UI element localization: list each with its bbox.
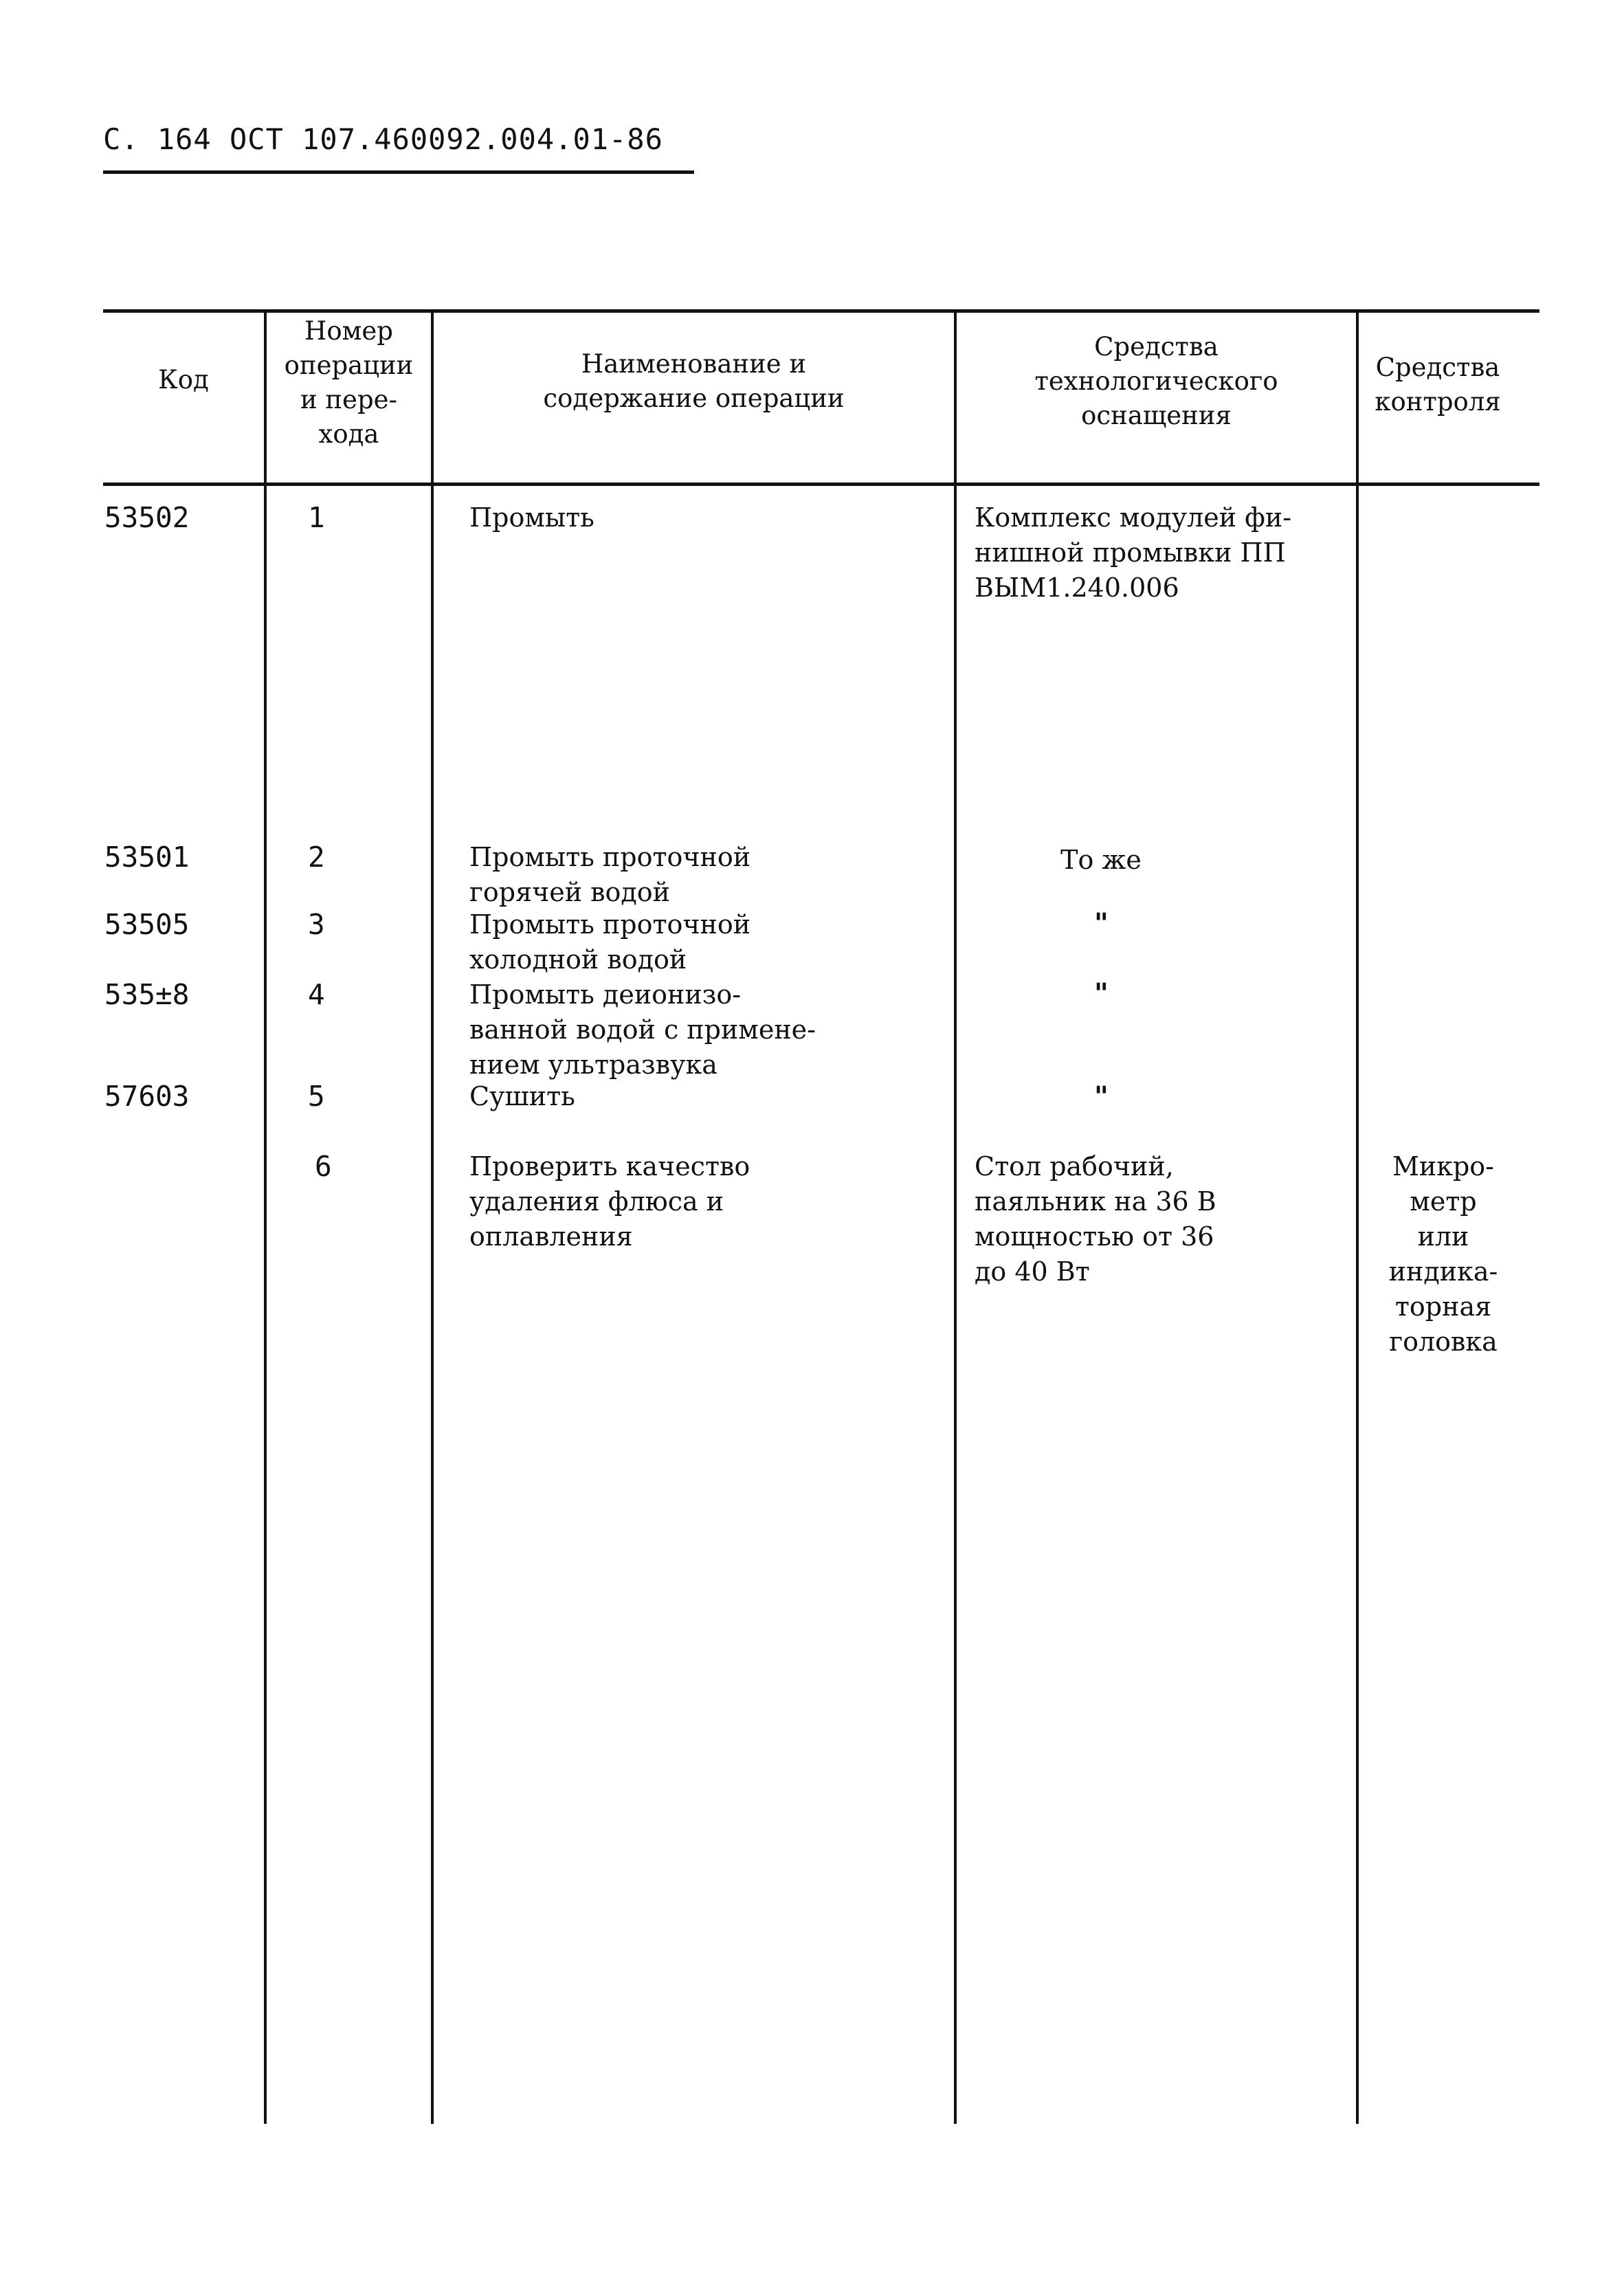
- row-number: 2: [308, 841, 325, 874]
- table-header-rule: [103, 483, 1539, 486]
- header-code: Код: [158, 365, 209, 395]
- row-control: Микро- метр или индика- торная головка: [1388, 1151, 1498, 1357]
- row-code: 535±8: [104, 978, 190, 1011]
- row-name: Сушить: [469, 1081, 575, 1111]
- column-divider-2: [431, 309, 434, 2124]
- table-top-rule: [103, 309, 1539, 313]
- row-tech-ditto: ": [1094, 907, 1109, 940]
- row-tech: Стол рабочий, паяльник на 36 В мощностью от 36 до 40 Вт: [975, 1151, 1216, 1287]
- row-code: 53505: [104, 908, 190, 941]
- row-name: Промыть деионизо- ванной водой с примене- нием ультразвука: [469, 979, 816, 1080]
- row-tech-ditto: ": [1094, 1080, 1109, 1113]
- column-divider-4: [1356, 309, 1359, 2124]
- row-number: 3: [308, 908, 325, 941]
- row-code: 53501: [104, 841, 190, 874]
- row-tech: Комплекс модулей фи- нишной промывки ПП ВЫМ1.240.006: [975, 502, 1292, 603]
- header-name: Наименование и содержание операции: [543, 349, 845, 413]
- row-number: 4: [308, 978, 325, 1011]
- row-number: 5: [308, 1080, 325, 1113]
- row-number: 1: [308, 501, 325, 534]
- row-name: Промыть проточной горячей водой: [469, 842, 751, 907]
- header-underline: [103, 170, 694, 174]
- header-control: Средства контроля: [1375, 353, 1501, 417]
- row-tech: То же: [1060, 845, 1142, 875]
- row-code: 57603: [104, 1080, 190, 1113]
- row-name: Промыть проточной холодной водой: [469, 909, 751, 975]
- row-name: Промыть: [469, 502, 594, 533]
- row-tech-ditto: ": [1094, 977, 1109, 1010]
- header-tech: Средства технологического оснащения: [1034, 332, 1278, 430]
- column-divider-1: [264, 309, 267, 2124]
- row-name: Проверить качество удаления флюса и оплавления: [469, 1151, 750, 1252]
- page-header: С. 164 ОСТ 107.460092.004.01-86: [103, 122, 663, 156]
- row-number: 6: [315, 1150, 332, 1183]
- column-divider-3: [954, 309, 957, 2124]
- header-op-number: Номер операции и пере- хода: [284, 316, 414, 449]
- row-code: 53502: [104, 501, 190, 534]
